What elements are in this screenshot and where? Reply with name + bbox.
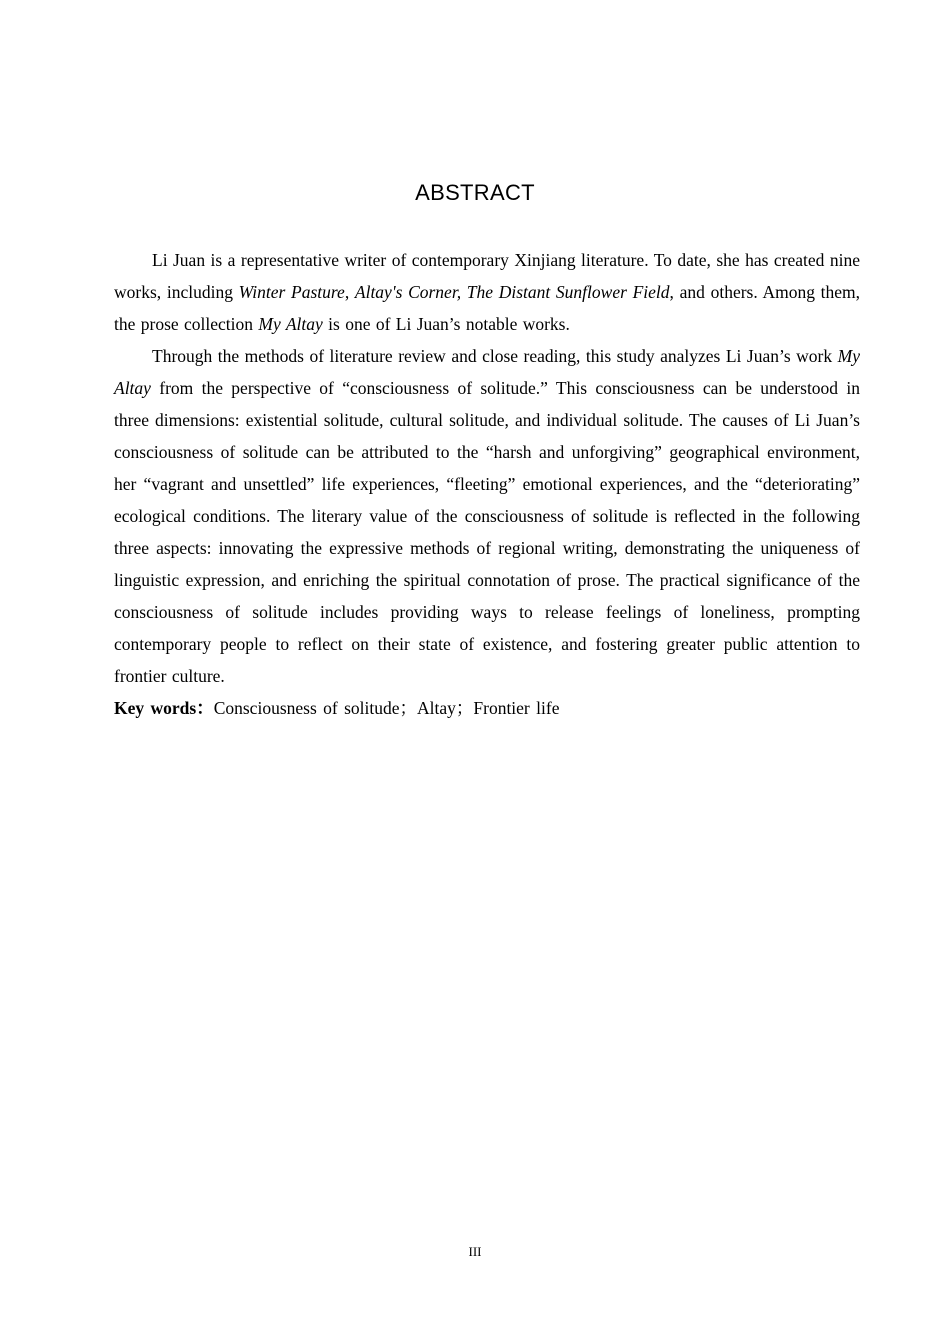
abstract-paragraph-1 bbox=[114, 244, 860, 340]
paragraph-text: , and others. Among them, the prose collection bbox=[114, 282, 861, 334]
paragraph-text: Li Juan is a representative writer of contemporary Xinjiang literature. To date, she has created nine works, including bbox=[114, 250, 860, 302]
paragraph-text: from the perspective of “consciousness of solitude.” This consciousness can be understood in three dimensions: existential solitude, cultural solitude, and individual solitude. The causes of Li Juan’s consciousness of solitude can be attributed to the “harsh and unforgiving” geographical environment, her “vagrant and unsettled” life experiences, “fleeting” emotional experiences, and the “deteriorating” ecological conditions. The literary value of the consciousness of solitude is reflected in the following three aspects: innovating the expressive methods of regional writing, demonstrating the uniqueness of linguistic expression, and enriching the spiritual connotation of prose. The practical significance of the consciousness of solitude includes providing ways to release feelings of loneliness, prompting contemporary people to reflect on their state of existence, and fostering greater public attention to frontier culture. bbox=[114, 378, 860, 686]
work-title: Altay's Corner, The Distant Sunflower Field bbox=[354, 282, 670, 302]
abstract-paragraph-2 bbox=[114, 340, 860, 692]
keywords-line bbox=[114, 692, 860, 724]
work-title: My Altay bbox=[114, 346, 860, 398]
page-title: ABSTRACT bbox=[415, 180, 535, 205]
page-number: III bbox=[468, 1244, 482, 1259]
paragraph-text: Through the methods of literature review and close reading, this study analyzes Li Juan’s work bbox=[152, 346, 838, 366]
work-title: My Altay bbox=[258, 314, 323, 334]
paragraph-text: is one of Li Juan’s notable works. bbox=[322, 314, 570, 334]
work-title: Winter Pasture bbox=[238, 282, 345, 302]
abstract-body bbox=[114, 244, 860, 724]
paragraph-text: , bbox=[344, 282, 355, 302]
keywords-value: Consciousness of solitude；Altay；Frontier life bbox=[213, 698, 560, 718]
keywords-label: Key words： bbox=[114, 698, 214, 718]
